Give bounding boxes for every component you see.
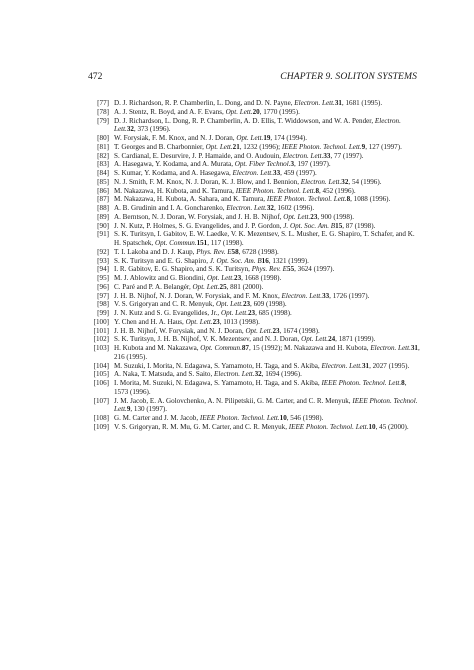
reference-details: , 130 (1997). <box>130 405 168 414</box>
reference-authors: J. N. Kutz and S. G. Evangelides, Jr., <box>114 309 221 317</box>
reference-journal: Phys. Rev. E <box>196 247 232 256</box>
reference-volume: 8 <box>401 379 405 387</box>
reference-journal: Opt. Lett. <box>205 142 233 151</box>
reference-number: [107] <box>93 396 109 405</box>
reference-list <box>88 99 422 432</box>
reference-number: [88] <box>97 204 109 212</box>
reference-authors: D. J. Richardson, R. P. Chamberlin, L. Dong, and D. N. Payne, <box>114 99 295 107</box>
reference-text <box>114 344 422 362</box>
reference-details: , 216 (1995). <box>114 344 420 361</box>
reference-entry <box>88 178 422 187</box>
reference-journal: Electron. Lett. <box>226 204 267 212</box>
reference-details: , 1871 (1999). <box>335 335 376 344</box>
reference-journal: Electron. Lett. <box>214 370 255 379</box>
reference-authors: J. N. Kutz, P. Holmes, S. G. Evangelides, and J. P. Gordon, <box>114 221 284 230</box>
reference-journal: IEEE Photon. Technol. Lett. <box>321 379 402 387</box>
running-title: CHAPTER 9. SOLITON SYSTEMS <box>280 71 417 82</box>
reference-number: [84] <box>97 169 109 177</box>
reference-text <box>114 187 422 196</box>
reference-text <box>114 370 422 379</box>
reference-journal: Opt. Lett. <box>185 317 213 326</box>
reference-details: , 1681 (1995). <box>341 99 383 107</box>
reference-journal: Electron. Lett. <box>300 177 342 186</box>
reference-journal: Electron. Lett. <box>114 116 401 134</box>
reference-authors: T. Georges and B. Charbonnier, <box>114 142 206 151</box>
reference-journal: Opt. Lett. <box>215 300 243 309</box>
reference-volume: 19 <box>263 134 271 142</box>
reference-details: , 117 (1998). <box>207 239 244 247</box>
reference-journal: Opt. Fiber Technol. <box>234 160 291 169</box>
reference-volume: 31 <box>361 361 370 370</box>
reference-text <box>114 300 422 309</box>
reference-number: [106] <box>93 379 109 387</box>
reference-text <box>114 108 422 117</box>
reference-authors: D. J. Richardson, L. Dong, R. P. Chamberlin, A. D. Ellis, T. Widdowson, and W. A. Pender, <box>114 116 375 125</box>
reference-journal: Opt. Commun. <box>154 239 197 247</box>
reference-authors: J. H. B. Nijhof, W. Forysiak, and N. J. Doran, <box>114 326 246 335</box>
reference-volume: 31 <box>334 99 342 107</box>
reference-entry <box>88 370 422 379</box>
reference-journal: IEEE Photon. Technol. Lett. <box>235 186 316 195</box>
reference-entry <box>88 195 422 204</box>
reference-journal: Phys. Rev. E <box>251 265 288 274</box>
reference-authors: I. Morita, M. Suzuki, N. Edagawa, S. Yamamoto, H. Taga, and S. Akiba, <box>114 379 322 387</box>
reference-journal: Opt. Lett. <box>301 335 329 344</box>
reference-volume: 23 <box>247 309 256 317</box>
reference-authors: A. Hasegawa, Y. Kodama, and A. Murata, <box>114 160 235 169</box>
reference-volume: 10 <box>368 422 376 431</box>
reference-details: , 1674 (1998). <box>279 326 320 335</box>
page-number: 472 <box>88 71 103 82</box>
reference-journal: IEEE Photon. Technol. Lett. <box>199 414 280 422</box>
reference-details: , 373 (1996). <box>133 125 171 134</box>
reference-authors: S. Kumar, Y. Kodama, and A. Hasegawa, <box>114 169 233 177</box>
reference-text <box>114 362 422 371</box>
reference-journal: IEEE Photon. Technol. Lett. <box>266 195 347 204</box>
reference-details: , 3624 (1997). <box>294 265 335 274</box>
reference-details: , 127 (1997). <box>365 142 402 151</box>
reference-number: [91] <box>97 230 109 239</box>
reference-authors: S. Cardianal, E. Desurvire, J. P. Hamaide, and O. Audouin, <box>114 151 283 160</box>
reference-journal: Opt. Lett. <box>207 274 235 282</box>
page-header <box>88 71 417 85</box>
reference-volume: 9 <box>361 142 366 151</box>
reference-journal: Electron. Lett. <box>294 99 335 107</box>
reference-entry <box>88 397 422 415</box>
reference-text <box>114 117 422 135</box>
reference-authors: J. H. B. Nijhof, N. J. Doran, W. Forysiak, and F. M. Knox, <box>114 291 282 300</box>
reference-text <box>114 257 422 266</box>
reference-number: [97] <box>97 291 109 300</box>
reference-details: , 1726 (1997). <box>329 291 370 300</box>
reference-authors: M. Nakazawa, H. Kubota, and K. Tamura, <box>114 186 236 195</box>
reference-volume: 15 <box>335 221 343 230</box>
reference-text <box>114 195 422 204</box>
reference-volume: 33 <box>323 151 331 160</box>
reference-text <box>114 292 422 301</box>
reference-number: [92] <box>97 247 109 256</box>
reference-journal: Electron. Lett. <box>282 151 324 160</box>
reference-number: [105] <box>93 370 109 379</box>
reference-details: , 1232 (1996); <box>239 142 282 151</box>
reference-number: [109] <box>93 422 109 431</box>
reference-authors: J. M. Jacob, E. A. Golovchenko, A. N. Pilipetskii, G. M. Carter, and C. R. Menyuk, <box>114 396 353 405</box>
reference-text <box>114 283 422 292</box>
reference-text <box>114 423 422 432</box>
reference-number: [101] <box>93 326 109 335</box>
reference-authors: G. M. Carter and J. M. Jacob, <box>114 414 200 422</box>
reference-details: , 546 (1998). <box>286 414 324 422</box>
reference-authors: A. Naka, T. Matsuda, and S. Saito, <box>114 370 215 379</box>
reference-text <box>114 265 422 274</box>
reference-details: , 1602 (1996). <box>273 204 315 212</box>
reference-text <box>114 134 422 143</box>
reference-number: [96] <box>97 282 109 291</box>
reference-text <box>114 397 422 415</box>
reference-number: [79] <box>97 116 109 125</box>
reference-text <box>114 309 422 318</box>
reference-details: , 1770 (1995). <box>259 107 300 116</box>
reference-volume: 8 <box>315 186 319 195</box>
reference-details: , 1668 (1998). <box>241 274 282 282</box>
reference-text <box>114 213 422 222</box>
reference-entry <box>88 265 422 274</box>
reference-authors: S. K. Turitsyn, J. H. B. Nijhof, V. K. Mezentsev, and N. J. Doran, <box>114 335 302 344</box>
reference-details: , 6728 (1998). <box>238 247 279 256</box>
reference-authors: W. Forysiak, F. M. Knox, and N. J. Doran, <box>114 134 237 142</box>
reference-entry <box>88 134 422 143</box>
reference-volume: 24 <box>328 335 336 344</box>
reference-text <box>114 274 422 283</box>
reference-entry <box>88 362 422 371</box>
reference-entry <box>88 318 422 327</box>
reference-authors: T. I. Lakoba and D. J. Kaup, <box>114 247 197 256</box>
reference-authors: Y. Chen and H. A. Haus, <box>114 317 186 326</box>
reference-volume: 3 <box>290 160 295 169</box>
reference-authors: S. K. Turitsyn and E. G. Shapiro, <box>114 256 210 265</box>
reference-authors: I. R. Gabitov, E. G. Shapiro, and S. K. Turitsyn, <box>114 265 252 274</box>
reference-journal: Electron. Lett. <box>232 169 274 177</box>
reference-volume: 9 <box>126 405 131 414</box>
reference-details: , 197 (1997). <box>294 160 331 169</box>
reference-number: [103] <box>93 344 109 352</box>
reference-entry <box>88 143 422 152</box>
reference-authors: A. B. Grudinin and I. A. Goncharenko, <box>114 204 227 212</box>
reference-number: [83] <box>97 160 109 169</box>
reference-volume: 16 <box>261 256 269 265</box>
reference-details: , 2027 (1995). <box>369 361 410 370</box>
reference-authors: M. Nakazawa, H. Kubota, A. Sahara, and K. Tamura, <box>114 195 267 204</box>
reference-entry <box>88 327 422 336</box>
reference-number: [108] <box>93 414 109 422</box>
reference-details: , 685 (1998). <box>255 309 292 317</box>
reference-entry <box>88 379 422 397</box>
reference-authors: H. Kubota and M. Nakazawa, <box>114 344 201 352</box>
reference-entry <box>88 230 422 248</box>
reference-number: [95] <box>97 274 109 282</box>
reference-details: , 1694 (1996). <box>261 370 302 379</box>
reference-text <box>114 414 422 423</box>
reference-details: , 45 (2000). <box>375 422 409 431</box>
reference-volume: 32 <box>341 177 349 186</box>
reference-text <box>114 230 422 248</box>
reference-entry <box>88 169 422 178</box>
reference-journal: Opt. Lett. <box>245 326 273 335</box>
reference-number: [78] <box>97 107 109 116</box>
reference-volume: 23 <box>310 212 318 221</box>
reference-volume: 32 <box>266 204 274 212</box>
reference-number: [93] <box>97 256 109 265</box>
reference-journal: Electron. Lett. <box>281 291 323 300</box>
reference-volume: 23 <box>234 274 242 282</box>
reference-entry <box>88 222 422 231</box>
reference-entry <box>88 99 422 108</box>
reference-number: [82] <box>97 151 109 160</box>
reference-entry <box>88 292 422 301</box>
reference-journal: Opt. Lett. <box>192 282 220 291</box>
reference-number: [86] <box>97 186 109 195</box>
reference-details: , 881 (2000). <box>226 282 264 291</box>
reference-entry <box>88 344 422 362</box>
reference-volume: 8 <box>346 195 351 204</box>
reference-entry <box>88 257 422 266</box>
reference-journal: J. Opt. Soc. Am. B <box>283 221 336 230</box>
reference-authors: M. J. Ablowitz and G. Biondini, <box>114 274 208 282</box>
reference-journal: Electron. Lett. <box>370 344 411 352</box>
reference-entry <box>88 117 422 135</box>
reference-number: [104] <box>93 361 109 370</box>
reference-text <box>114 379 422 397</box>
reference-number: [77] <box>97 99 109 107</box>
reference-volume: 32 <box>126 125 134 134</box>
reference-authors: V. S. Grigoryan, R. M. Mu, G. M. Carter, and C. R. Menyuk, <box>114 422 289 431</box>
reference-details: , 1088 (1996). <box>350 195 391 204</box>
reference-text <box>114 335 422 344</box>
reference-authors: V. S. Grigoryan and C. R. Menyuk, <box>114 300 216 309</box>
reference-authors: N. J. Smith, F. M. Knox, N. J. Doran, K. J. Blow, and I. Bennion, <box>114 177 301 186</box>
reference-text <box>114 222 422 231</box>
reference-number: [94] <box>97 265 109 274</box>
reference-text <box>114 160 422 169</box>
reference-entry <box>88 108 422 117</box>
reference-volume: 21 <box>232 142 240 151</box>
reference-details: , 452 (1996). <box>318 186 356 195</box>
reference-number: [85] <box>97 177 109 186</box>
reference-details: , 609 (1998). <box>250 300 287 309</box>
reference-journal: Opt. Lett. <box>283 212 311 221</box>
reference-details: , 1321 (1999). <box>268 256 309 265</box>
reference-entry <box>88 414 422 423</box>
reference-text <box>114 204 422 213</box>
reference-entry <box>88 335 422 344</box>
reference-entry <box>88 187 422 196</box>
reference-details: , 459 (1997). <box>280 169 317 177</box>
reference-volume: 32 <box>254 370 262 379</box>
reference-text <box>114 152 422 161</box>
reference-authors: A. J. Stentz, R. Boyd, and A. F. Evans, <box>114 107 226 116</box>
reference-journal: Opt. Lett. <box>225 107 253 116</box>
reference-entry <box>88 213 422 222</box>
reference-volume: 33 <box>322 291 330 300</box>
reference-entry <box>88 248 422 257</box>
reference-details: , 77 (1997). <box>330 151 364 160</box>
reference-details: , 1013 (1998). <box>219 317 260 326</box>
reference-details: , 1573 (1996). <box>114 379 407 396</box>
reference-volume: 31 <box>410 344 418 352</box>
reference-volume: 58 <box>231 247 239 256</box>
reference-volume: 25 <box>219 282 227 291</box>
reference-volume: 151 <box>196 239 208 247</box>
reference-entry <box>88 300 422 309</box>
reference-entry <box>88 309 422 318</box>
reference-journal: Opt. Commun. <box>200 344 242 352</box>
reference-number: [80] <box>97 134 109 142</box>
reference-journal: Electron. Lett. <box>321 361 362 370</box>
reference-details: , 900 (1998). <box>317 212 355 221</box>
reference-text <box>114 99 422 108</box>
reference-number: [102] <box>93 335 109 344</box>
reference-volume: 23 <box>212 317 220 326</box>
reference-number: [89] <box>97 212 109 221</box>
reference-number: [100] <box>93 317 109 326</box>
reference-text <box>114 169 422 178</box>
reference-entry <box>88 283 422 292</box>
reference-authors: S. K. Turitsyn, I. Gabitov, E. W. Laedke, V. K. Mezentsev, S. L. Musher, E. G. Shapiro, T. Schafer, and K. H. Spatschek, <box>114 230 415 247</box>
reference-journal: IEEE Photon. Technol. Lett. <box>114 396 418 414</box>
reference-journal: IEEE Photon. Technol. Lett. <box>281 142 362 151</box>
reference-journal: Opt. Lett. <box>236 134 264 142</box>
reference-volume: 23 <box>272 326 280 335</box>
reference-entry <box>88 423 422 432</box>
reference-authors: C. Paré and P. A. Belangér, <box>114 282 193 291</box>
reference-journal: J. Opt. Soc. Am. B <box>209 256 262 265</box>
reference-number: [99] <box>97 309 109 317</box>
reference-journal: IEEE Photon. Technol. Lett. <box>288 422 369 431</box>
reference-details: , 87 (1998). <box>342 221 376 230</box>
reference-details: , 54 (1996). <box>348 177 382 186</box>
reference-details: , 15 (1992); M. Nakazawa and H. Kubota, <box>248 344 371 352</box>
reference-number: [81] <box>97 142 109 151</box>
reference-entry <box>88 160 422 169</box>
reference-number: [98] <box>97 300 109 309</box>
reference-volume: 23 <box>242 300 251 309</box>
reference-text <box>114 178 422 187</box>
reference-text <box>114 143 422 152</box>
reference-text <box>114 318 422 327</box>
reference-number: [87] <box>97 195 109 204</box>
reference-authors: M. Suzuki, I. Morita, N. Edagawa, S. Yamamoto, H. Taga, and S. Akiba, <box>114 361 322 370</box>
reference-text <box>114 327 422 336</box>
reference-volume: 55 <box>287 265 295 274</box>
reference-text <box>114 248 422 257</box>
reference-number: [90] <box>97 221 109 230</box>
reference-entry <box>88 152 422 161</box>
reference-entry <box>88 274 422 283</box>
reference-details: , 174 (1994). <box>270 134 308 142</box>
reference-entry <box>88 204 422 213</box>
reference-volume: 10 <box>279 414 287 422</box>
reference-volume: 87 <box>241 344 249 352</box>
reference-journal: Opt. Lett. <box>220 309 248 317</box>
reference-volume: 20 <box>252 107 260 116</box>
reference-volume: 33 <box>273 169 281 177</box>
reference-authors: A. Berntson, N. J. Doran, W. Forysiak, and J. H. B. Nijhof, <box>114 212 284 221</box>
